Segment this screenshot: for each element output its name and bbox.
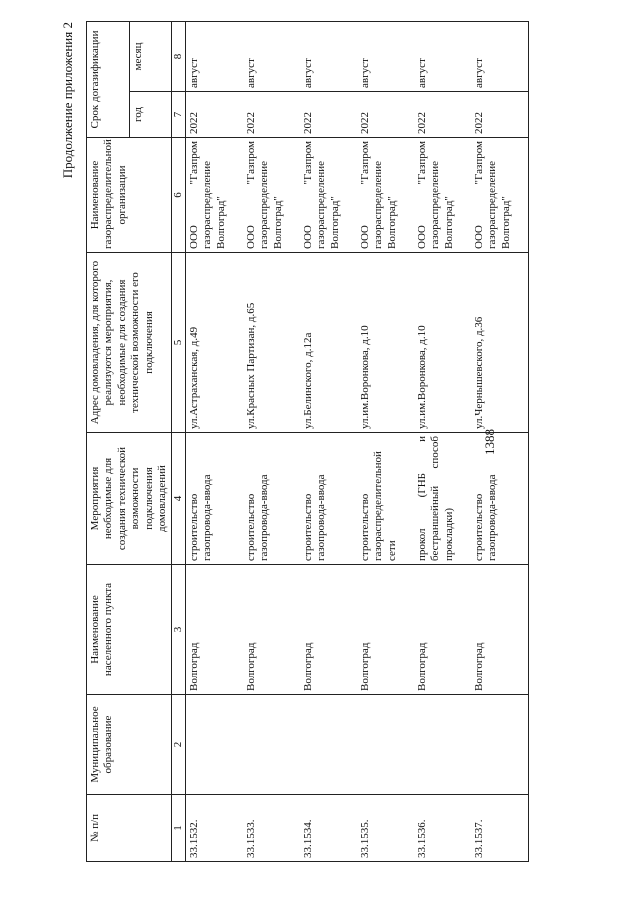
cell-municipality [471,695,529,795]
cell-organization: ООО "Газпром газораспределение Волгоград" [300,138,357,253]
cell-month: август [357,21,414,91]
cell-settlement: Волгоград [414,565,471,695]
gasification-table [86,21,529,862]
column-number: 3 [172,565,186,695]
header-year: год [129,92,172,138]
cell-address: ул.им.Воронкова, д.10 [414,253,471,433]
header-deadline: Срок догазификации [87,21,130,137]
cell-measure: строительство газопровода-ввода [243,433,300,565]
cell-year: 2022 [186,92,244,138]
cell-month: август [300,21,357,91]
table-row [300,21,357,861]
table-row [471,21,529,861]
cell-organization: ООО "Газпром газораспределение Волгоград" [471,138,529,253]
cell-measure: строительство газопровода-ввода [186,433,244,565]
header-settlement: Наименование населенного пункта [87,565,172,695]
cell-municipality [243,695,300,795]
column-number: 4 [172,433,186,565]
header-address: Адрес домовладения, для которого реализуются мероприятия, необходимые для создания технической возможности его подключения [87,253,172,433]
column-number: 8 [172,21,186,91]
column-number: 2 [172,695,186,795]
cell-month: август [186,21,244,91]
cell-measure: строительство газопровода-ввода [471,433,529,565]
table-row [243,21,300,861]
cell-measure: прокол (ГНБ и бестраншейный способ прокладки) [414,433,471,565]
column-number: 7 [172,92,186,138]
cell-organization: ООО "Газпром газораспределение Волгоград" [243,138,300,253]
cell-year: 2022 [471,92,529,138]
header-organization: Наименование газораспределительной организации [87,138,172,253]
cell-municipality [186,695,244,795]
cell-organization: ООО "Газпром газораспределение Волгоград" [414,138,471,253]
column-number: 1 [172,795,186,862]
page-number: 1388 [482,429,497,455]
cell-organization: ООО "Газпром газораспределение Волгоград" [186,138,244,253]
cell-number: 33.1536. [414,795,471,862]
cell-number: 33.1533. [243,795,300,862]
cell-settlement: Волгоград [300,565,357,695]
cell-measure: строительство газопровода-ввода [300,433,357,565]
cell-municipality [300,695,357,795]
continuation-caption: Продолжение приложения 2 [60,22,75,179]
cell-municipality [414,695,471,795]
cell-address: ул.им.Воронкова, д.10 [357,253,414,433]
cell-number: 33.1537. [471,795,529,862]
cell-number: 33.1534. [300,795,357,862]
header-number: № п/п [87,795,172,862]
cell-year: 2022 [300,92,357,138]
cell-settlement: Волгоград [357,565,414,695]
table-row [186,21,244,861]
column-number: 6 [172,138,186,253]
cell-month: август [243,21,300,91]
cell-address: ул.Белинского, д.12а [300,253,357,433]
table-row [357,21,414,861]
cell-year: 2022 [243,92,300,138]
cell-address: ул.Красных Партизан, д.65 [243,253,300,433]
cell-measure: строительство газораспределительной сети [357,433,414,565]
cell-year: 2022 [357,92,414,138]
cell-settlement: Волгоград [243,565,300,695]
cell-month: август [414,21,471,91]
rotated-sheet [60,22,540,862]
cell-settlement: Волгоград [186,565,244,695]
header-month: месяц [129,21,172,91]
cell-address: ул.Чернышевского, д.36 [471,253,529,433]
cell-settlement: Волгоград [471,565,529,695]
cell-address: ул.Астраханская, д.49 [186,253,244,433]
table-body [186,21,529,861]
cell-municipality [357,695,414,795]
column-number: 5 [172,253,186,433]
header-measures: Мероприятия необходимые для создания технической возможности подключения домовладений [87,433,172,565]
cell-number: 33.1535. [357,795,414,862]
header-municipality: Муниципальное образование [87,695,172,795]
cell-month: август [471,21,529,91]
cell-year: 2022 [414,92,471,138]
cell-number: 33.1532. [186,795,244,862]
column-number-row [172,21,186,861]
table-row [414,21,471,861]
cell-organization: ООО "Газпром газораспределение Волгоград" [357,138,414,253]
